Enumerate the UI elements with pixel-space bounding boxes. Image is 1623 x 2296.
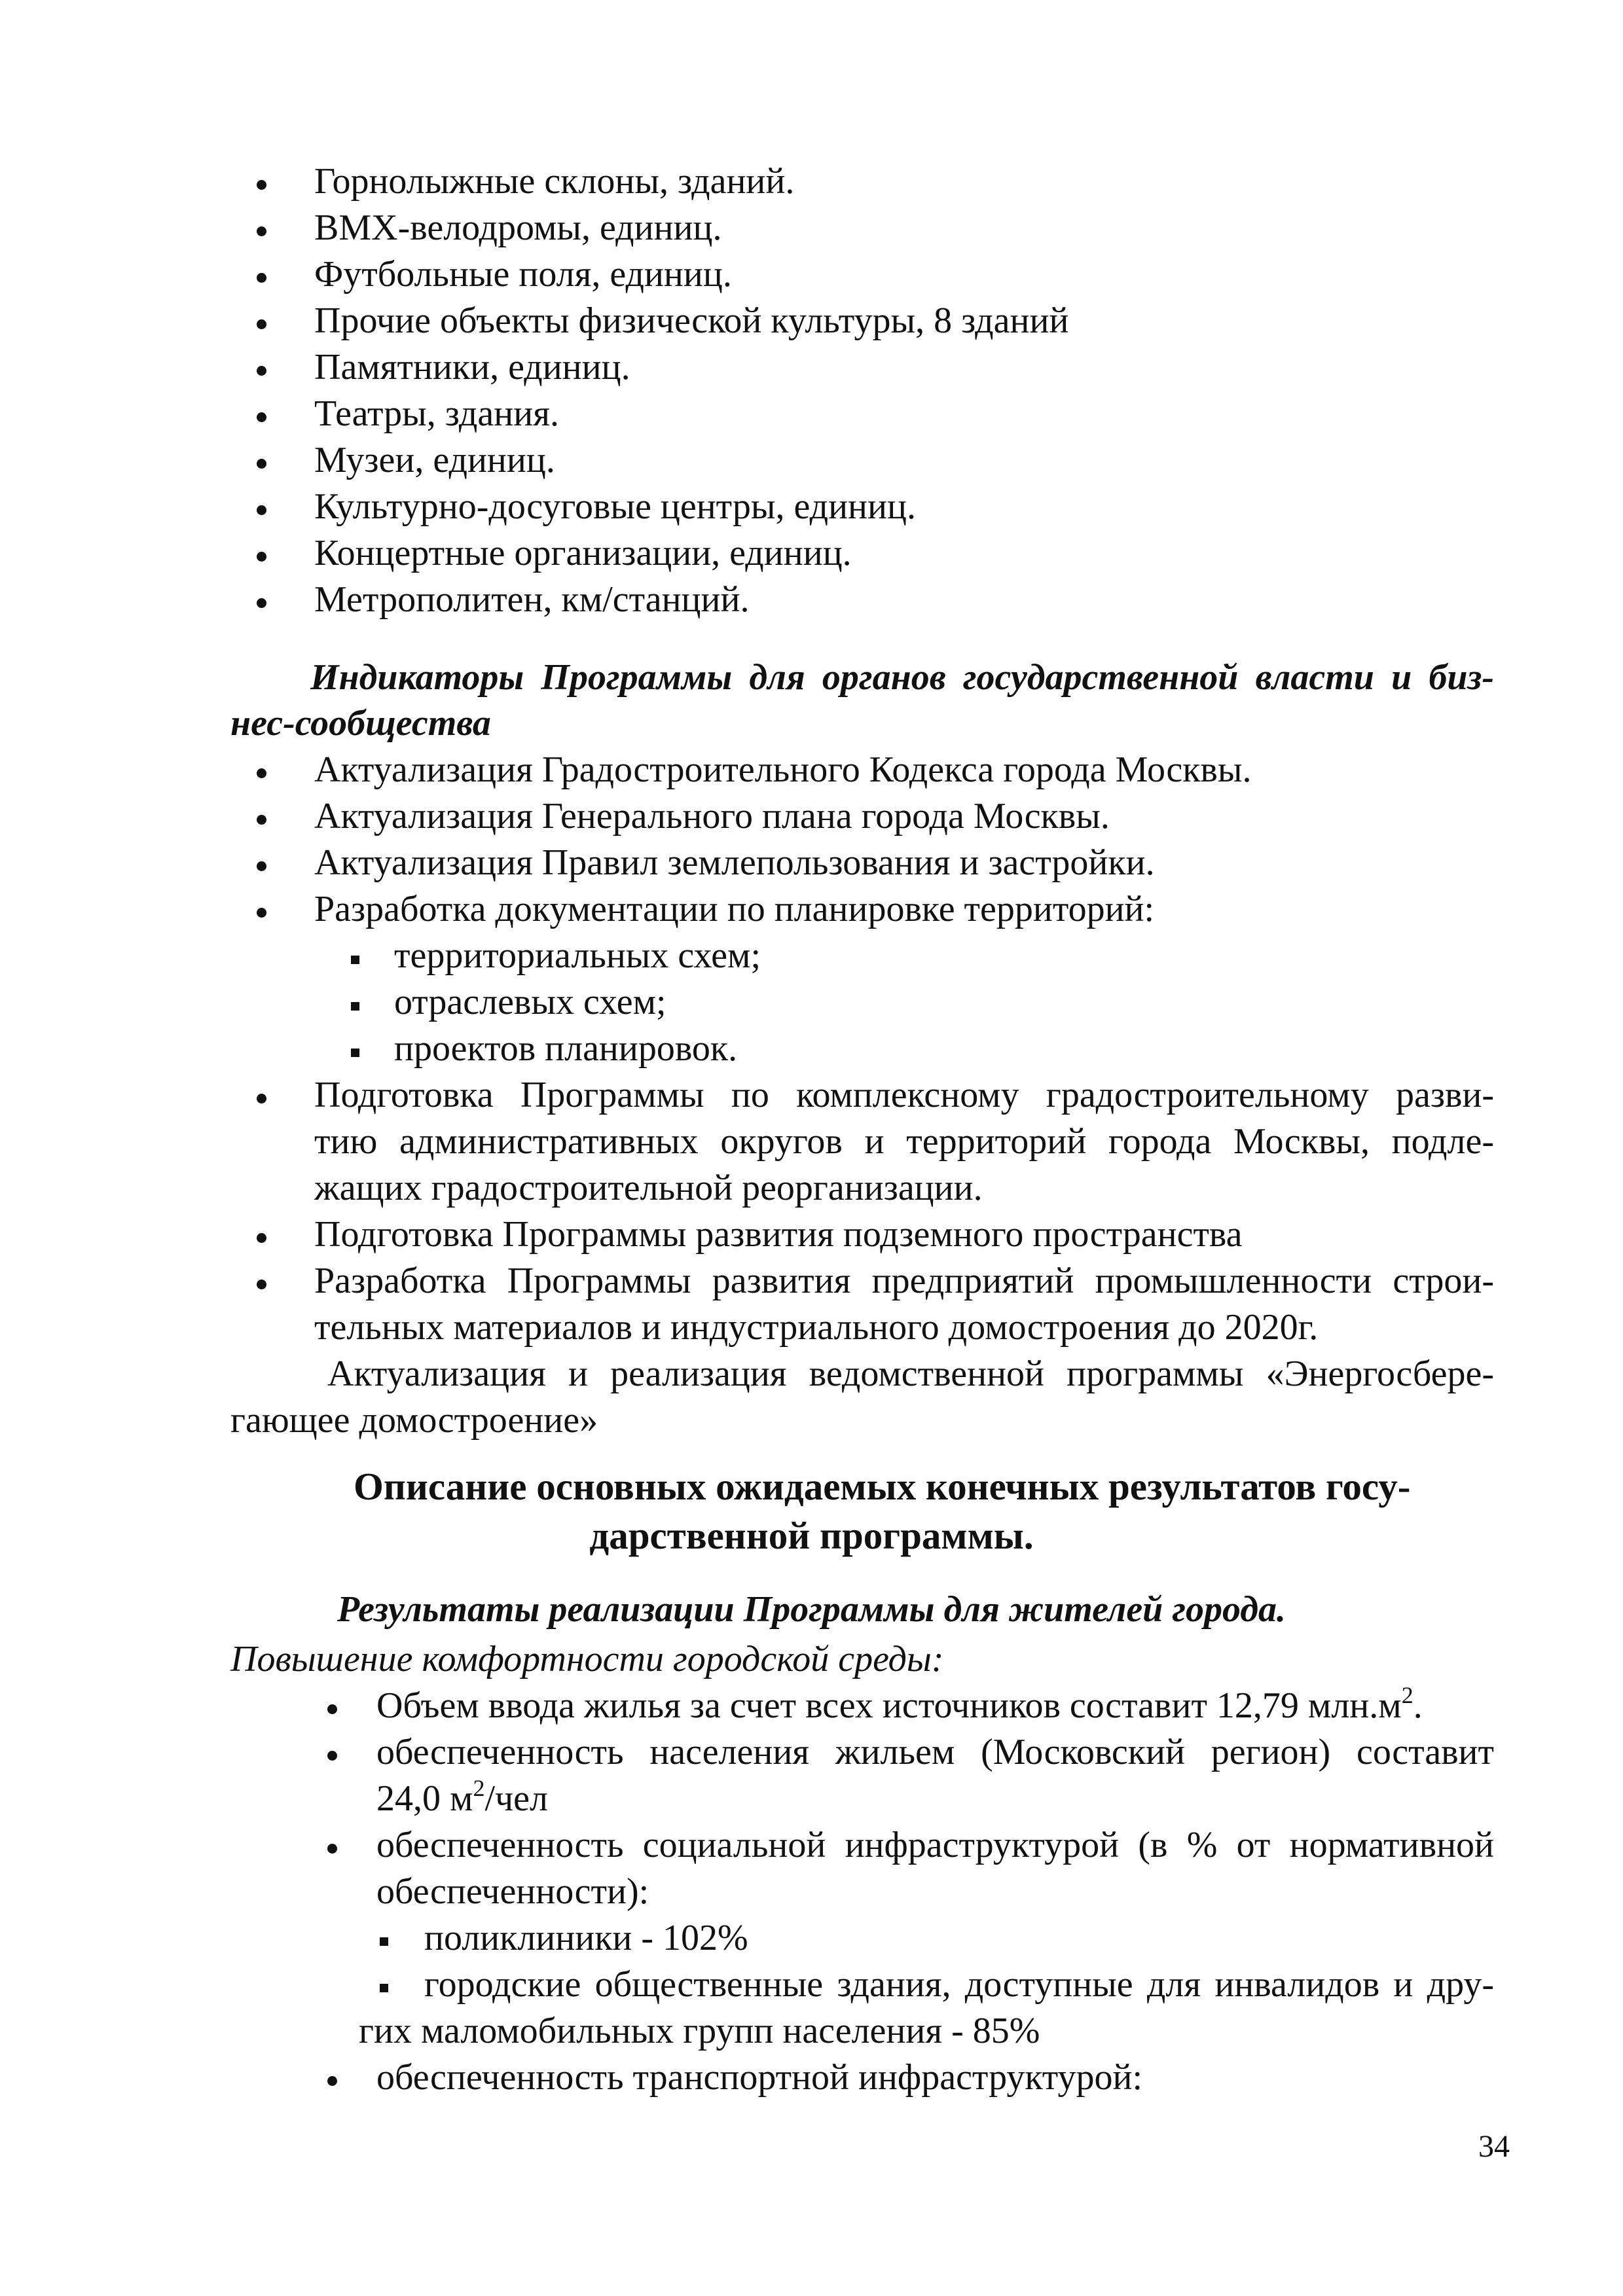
square-bullet-icon [351, 1002, 359, 1011]
list-item-cont: тельных материалов и индустриального домостроения до 2020г. [314, 1307, 1319, 1348]
list-item: Подготовка Программы по комплексному градостроительному разви- [314, 1075, 1494, 1115]
bullet-icon [257, 861, 266, 871]
list-item: Разработка Программы развития предприятий промышленности строи- [314, 1261, 1494, 1301]
section-title: Описание основных ожидаемых конечных результатов госу- [354, 1465, 1411, 1508]
bullet-icon [327, 1844, 337, 1854]
indicators-heading-cont: нес-сообщества [230, 703, 491, 744]
list-item-cont: тию административных округов и территорий города Москвы, подле- [314, 1121, 1494, 1162]
list-item: Метрополитен, км/станций. [314, 579, 750, 620]
list-item: Музеи, единиц. [314, 440, 555, 480]
list-item: обеспеченность транспортной инфраструктурой: [376, 2057, 1143, 2098]
bullet-icon [257, 1094, 266, 1103]
list-item: Разработка документации по планировке территорий: [314, 889, 1155, 929]
list-item: Футбольные поля, единиц. [314, 254, 732, 295]
bullet-icon [327, 1751, 337, 1761]
bullet-icon [257, 180, 266, 190]
list-item: обеспеченность населения жильем (Московский регион) составит [376, 1732, 1494, 1772]
list-item: BMX-велодромы, единиц. [314, 207, 722, 248]
bullet-icon [257, 366, 266, 376]
sublist-item: территориальных схем; [394, 935, 761, 976]
bullet-icon [257, 598, 266, 608]
bullet-icon [257, 552, 266, 562]
bullet-icon [257, 1280, 266, 1289]
list-item: обеспеченность социальной инфраструктурой (в % от нормативной [376, 1825, 1494, 1865]
bullet-icon [257, 1233, 266, 1243]
list-item-text: Объем ввода жилья за счет всех источников составит 12,79 млн.м [376, 1685, 1402, 1726]
square-bullet-icon [351, 956, 359, 964]
list-item: Подготовка Программы развития подземного пространства [314, 1214, 1243, 1255]
list-item: Актуализация Генерального плана города Москвы. [314, 796, 1110, 836]
bullet-icon [257, 412, 266, 422]
bullet-icon [257, 459, 266, 469]
list-item: Горнолыжные склоны, зданий. [314, 161, 795, 202]
list-item-cont [376, 1776, 548, 1821]
square-bullet-icon [380, 1937, 388, 1946]
sublist-item: проектов планировок. [394, 1028, 738, 1069]
list-item: Актуализация Правил землепользования и застройки. [314, 842, 1155, 883]
paragraph-cont: гающее домостроение» [230, 1400, 598, 1441]
list-item: Памятники, единиц. [314, 347, 630, 387]
section-title-cont: дарственной программы. [589, 1514, 1034, 1557]
list-item-text: 24,0 м [376, 1778, 473, 1819]
list-item: Культурно-досуговые центры, единиц. [314, 486, 916, 527]
bullet-icon [327, 2076, 337, 2086]
list-item: Прочие объекты физической культуры, 8 зданий [314, 300, 1069, 341]
sublist-item: городские общественные здания, доступные для инвалидов и дру- [424, 1964, 1494, 2005]
square-bullet-icon [351, 1049, 359, 1057]
sublist-item: отраслевых схем; [394, 982, 666, 1022]
square-bullet-icon [380, 1984, 388, 1992]
bullet-icon [257, 505, 266, 515]
superscript: 2 [473, 1775, 485, 1801]
list-item-tail: /чел [484, 1778, 548, 1819]
bullet-icon [257, 319, 266, 329]
list-item [376, 1683, 1423, 1729]
list-item-tail: . [1413, 1685, 1423, 1726]
bullet-icon [327, 1704, 337, 1714]
page-number: 34 [1478, 2129, 1510, 2164]
list-item-cont: жащих градостроительной реорганизации. [314, 1168, 983, 1208]
paragraph: Актуализация и реализация ведомственной программы «Энергосбере- [327, 1354, 1494, 1394]
list-item: Актуализация Градостроительного Кодекса города Москвы. [314, 749, 1252, 790]
list-item: Театры, здания. [314, 393, 559, 434]
sublist-item: поликлиники - 102% [424, 1918, 748, 1958]
indicators-heading: Индикаторы Программы для органов государственной власти и биз- [310, 657, 1494, 698]
list-item: Концертные организации, единиц. [314, 533, 852, 573]
bullet-icon [257, 815, 266, 825]
bullet-icon [257, 908, 266, 918]
sublist-item-cont: гих маломобильных групп населения - 85% [359, 2011, 1040, 2051]
bullet-icon [257, 768, 266, 778]
bullet-icon [257, 273, 266, 283]
bullet-icon [257, 226, 266, 236]
list-item-cont: обеспеченности): [376, 1871, 649, 1912]
superscript: 2 [1401, 1682, 1413, 1708]
comfort-heading: Повышение комфортности городской среды: [230, 1639, 944, 1679]
results-subheading: Результаты реализации Программы для жителей города. [337, 1589, 1286, 1630]
